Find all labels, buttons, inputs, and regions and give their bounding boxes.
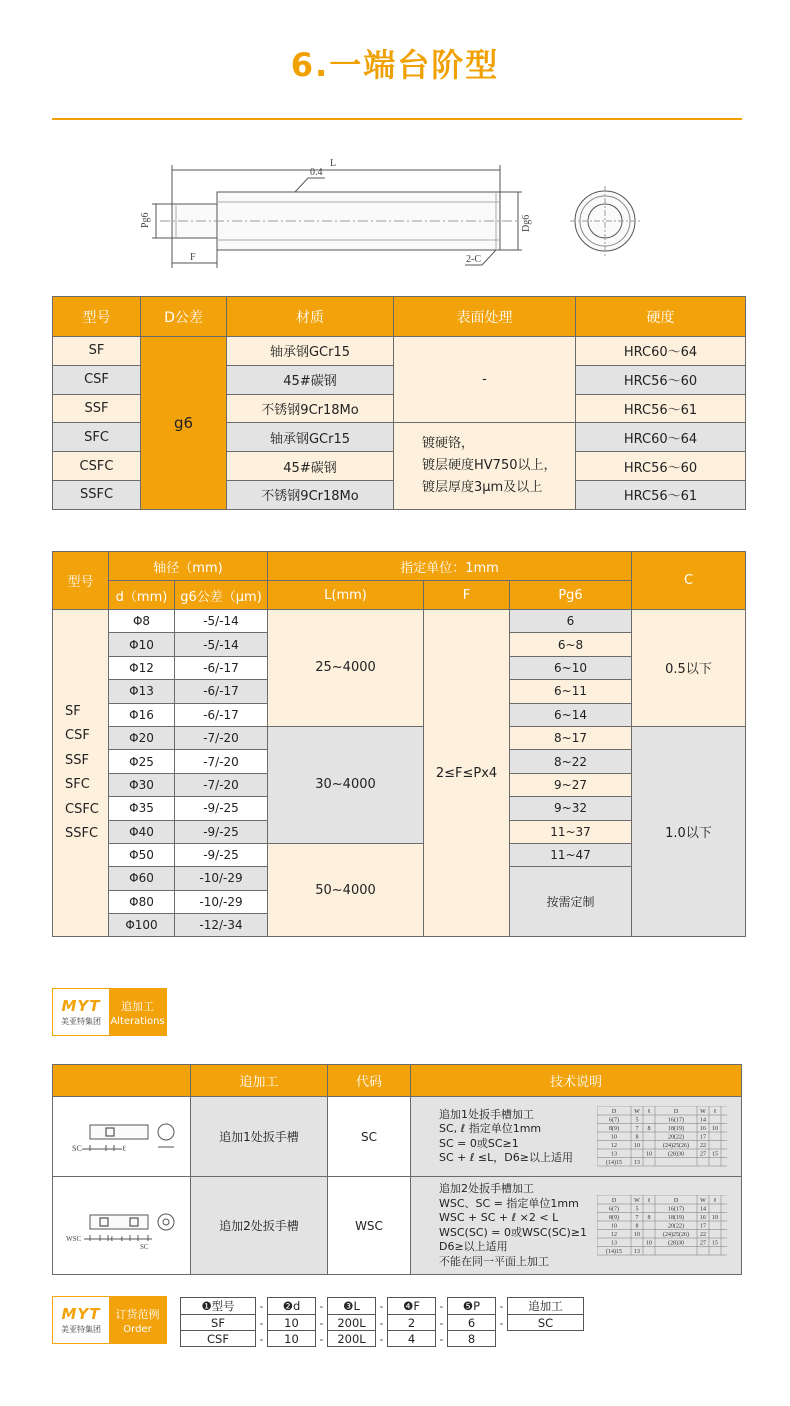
t2-f-range: 2≤F≤Px4 <box>424 610 510 937</box>
t3-spec-sc <box>411 1097 742 1177</box>
t1-surface-none: - <box>394 337 576 423</box>
mini-cell: 16(17) <box>668 1206 684 1212</box>
order-dash: - <box>499 1315 504 1330</box>
t2-d: Φ10 <box>109 633 175 656</box>
t2-d: Φ50 <box>109 843 175 866</box>
t2-pg6: 6~8 <box>510 633 632 656</box>
mini-cell: 6(7) <box>609 1117 619 1123</box>
order-dash: - <box>439 1315 444 1330</box>
mini-head: ℓ <box>647 1108 651 1115</box>
t2-tol: -6/-17 <box>175 680 268 703</box>
mini-cell: 10 <box>646 1240 652 1246</box>
t2-pg6: 11~37 <box>510 820 632 843</box>
mini-cell: 15 <box>712 1240 718 1246</box>
mini-head: D <box>673 1108 679 1115</box>
mini-cell: 10 <box>646 1151 652 1157</box>
t3-header-spec: 技术说明 <box>411 1065 742 1097</box>
t2-d: Φ30 <box>109 773 175 796</box>
t2-header-tol: g6公差（μm) <box>175 581 268 610</box>
t1-header-hardness: 硬度 <box>576 297 746 337</box>
order-cell: 10 <box>268 1315 316 1331</box>
t1-model: SF <box>53 337 141 366</box>
t2-model: CSFC <box>65 801 99 817</box>
t2-d: Φ80 <box>109 890 175 913</box>
plated-line: 镀层硬度HV750以上， <box>422 458 557 474</box>
order-logo <box>52 1296 167 1344</box>
t3-spec-wsc <box>411 1177 742 1275</box>
t2-d: Φ35 <box>109 797 175 820</box>
mini-cell: 16 <box>700 1125 706 1132</box>
spec-line: D6≥以上适用 <box>439 1240 508 1253</box>
mini-cell: 10 <box>611 1134 617 1140</box>
logo-cn: 追加工 <box>121 999 154 1013</box>
mini-cell: 13 <box>611 1240 617 1246</box>
t1-hardness: HRC56～60 <box>576 365 746 394</box>
mini-cell: 7 <box>635 1125 639 1132</box>
t2-tol: -10/-29 <box>175 890 268 913</box>
logo-en: Order <box>123 1323 152 1335</box>
t2-tol: -7/-20 <box>175 750 268 773</box>
order-cell: 200L <box>328 1315 376 1331</box>
t2-model: SSF <box>65 752 89 768</box>
t1-material: 轴承钢GCr15 <box>227 423 394 452</box>
t1-model: CSFC <box>53 452 141 481</box>
mini-cell: 8 <box>647 1125 651 1132</box>
dim-04-label: 0.4 <box>310 167 323 178</box>
order-cell: CSF <box>181 1331 256 1347</box>
dimension-table <box>52 551 746 937</box>
t2-pg6: 9~27 <box>510 773 632 796</box>
t2-d: Φ8 <box>109 610 175 633</box>
alterations-table <box>52 1064 742 1275</box>
mini-head: ℓ <box>713 1197 717 1204</box>
spec-line: WSC(SC) = 0或WSC(SC)≥1 <box>439 1225 587 1239</box>
t2-tol: -12/-34 <box>175 914 268 937</box>
mini-cell: 27 <box>700 1151 706 1157</box>
mini-cell: 5 <box>635 1206 639 1212</box>
order-header-p: ❺P <box>448 1298 496 1315</box>
order-dash: - <box>259 1315 264 1330</box>
pin-drawing <box>130 150 660 280</box>
t3-code: SC <box>328 1097 411 1177</box>
t2-header-model: 型号 <box>53 552 109 610</box>
t2-pg6: 6~11 <box>510 680 632 703</box>
t2-model: SF <box>65 703 81 719</box>
order-cell: 10 <box>268 1331 316 1347</box>
mini-cell: 10 <box>634 1231 640 1238</box>
mini-cell: 10 <box>712 1214 718 1221</box>
t2-pg6: 8~22 <box>510 750 632 773</box>
order-cell: 6 <box>448 1315 496 1331</box>
mini-cell: 18(19) <box>668 1125 684 1132</box>
mini-cell: (14)15 <box>606 1248 622 1255</box>
mini-head: W <box>700 1197 706 1204</box>
t1-model: SSFC <box>53 480 141 509</box>
t1-material: 轴承钢GCr15 <box>227 337 394 366</box>
t1-model: SSF <box>53 394 141 423</box>
t1-hardness: HRC60～64 <box>576 337 746 366</box>
mini-cell: 8(9) <box>609 1214 619 1221</box>
dim-L-label: L <box>330 158 337 169</box>
mini-cell: 27 <box>700 1240 706 1246</box>
order-example-table <box>180 1297 584 1347</box>
t2-d: Φ20 <box>109 726 175 749</box>
mini-cell: 22 <box>700 1142 706 1149</box>
t1-model: SFC <box>53 423 141 452</box>
mini-cell: 10 <box>611 1223 617 1229</box>
t2-pg6: 8~17 <box>510 726 632 749</box>
order-header-alteration: 追加工 <box>508 1298 584 1315</box>
order-dash: - <box>259 1331 264 1346</box>
t2-header-shaft: 轴径（mm) <box>109 552 268 581</box>
order-dash: - <box>499 1299 504 1313</box>
t2-d: Φ60 <box>109 867 175 890</box>
spec-line: 追加2处扳手槽加工 <box>439 1182 534 1195</box>
t1-header-surface: 表面处理 <box>394 297 576 337</box>
t2-header-f: F <box>424 581 510 610</box>
t2-tol: -9/-25 <box>175 820 268 843</box>
t2-pg6: 6 <box>510 610 632 633</box>
brand-mark: MYT <box>61 1305 101 1323</box>
spec-line: WSC、SC = 指定单位1mm <box>439 1196 579 1210</box>
t2-header-pg6: Pg6 <box>510 581 632 610</box>
t2-header-c: C <box>632 552 746 610</box>
order-dash: - <box>319 1299 324 1313</box>
sc-figure <box>62 1105 182 1165</box>
order-dash: - <box>379 1299 384 1313</box>
mini-head: W <box>634 1108 640 1115</box>
t1-hardness: HRC56～60 <box>576 452 746 481</box>
t2-tol: -5/-14 <box>175 610 268 633</box>
t1-hardness: HRC56～61 <box>576 480 746 509</box>
t2-l-group-2: 30~4000 <box>268 726 424 843</box>
dim-dg6-label: Dg6 <box>521 214 532 232</box>
order-dash: - <box>379 1315 384 1330</box>
mini-cell: 17 <box>700 1134 706 1140</box>
spec-line: SC, ℓ 指定单位1mm <box>439 1122 542 1135</box>
mini-cell: (24)25(26) <box>663 1231 689 1238</box>
order-header-model: ❶型号 <box>181 1298 256 1315</box>
mini-cell: 16(17) <box>668 1117 684 1123</box>
mini-cell: 6(7) <box>609 1206 619 1212</box>
logo-cn: 订货范例 <box>115 1307 160 1321</box>
order-cell: 200L <box>328 1331 376 1347</box>
plated-line: 镀层厚度3μm及以上 <box>422 480 543 496</box>
mini-cell: 13 <box>611 1151 617 1157</box>
dim-pg6-label: Pg6 <box>140 212 151 228</box>
mini-cell: 22 <box>700 1231 706 1238</box>
t2-d: Φ25 <box>109 750 175 773</box>
mini-cell: 20(22) <box>668 1223 684 1229</box>
spec-line: 追加1处扳手槽加工 <box>439 1107 534 1121</box>
t2-pg6: 6~10 <box>510 656 632 679</box>
mini-cell: 17 <box>700 1223 706 1229</box>
mini-cell: 18(19) <box>668 1214 684 1221</box>
wsc-fig-label: SC <box>139 1243 149 1251</box>
t1-hardness: HRC56～61 <box>576 394 746 423</box>
t1-tolerance: g6 <box>141 337 227 510</box>
order-header-l: ❸L <box>328 1298 376 1315</box>
t2-model: SSFC <box>65 826 99 842</box>
order-dash: - <box>259 1299 264 1313</box>
t3-header-code: 代码 <box>328 1065 411 1097</box>
mini-cell: 8 <box>635 1223 639 1229</box>
t3-figure-sc <box>53 1097 191 1177</box>
mini-head: D <box>611 1108 617 1115</box>
mini-cell: 14 <box>700 1117 706 1123</box>
mini-cell: (28)30 <box>668 1151 684 1157</box>
order-header-f: ❹F <box>388 1298 436 1315</box>
mini-head: D <box>673 1197 679 1204</box>
dim-2c-label: 2-C <box>466 254 481 265</box>
t2-l-group-3: 50~4000 <box>268 843 424 937</box>
t2-header-d: d（mm) <box>109 581 175 610</box>
mini-cell: 10 <box>712 1125 718 1132</box>
spec-line: SC + ℓ ≤L，D6≥以上适用 <box>439 1151 573 1164</box>
order-cell: 8 <box>448 1331 496 1347</box>
mini-cell: 20(22) <box>668 1134 684 1140</box>
t2-tol: -6/-17 <box>175 703 268 726</box>
order-cell: 2 <box>388 1315 436 1331</box>
order-header-d: ❷d <box>268 1298 316 1315</box>
order-dash: - <box>439 1331 444 1346</box>
wsc-fig-label: WSC <box>65 1235 81 1243</box>
mini-cell: 12 <box>611 1142 617 1149</box>
t2-model: CSF <box>65 728 90 744</box>
t2-tol: -7/-20 <box>175 726 268 749</box>
t2-c-group-2: 1.0以下 <box>632 726 746 937</box>
alterations-logo <box>52 988 167 1036</box>
mini-head: ℓ <box>713 1108 717 1115</box>
order-cell: 4 <box>388 1331 436 1347</box>
spec-line: 不能在同一平面上加工 <box>439 1254 549 1268</box>
t2-tol: -9/-25 <box>175 843 268 866</box>
t3-code: WSC <box>328 1177 411 1275</box>
t2-tol: -5/-14 <box>175 633 268 656</box>
t2-header-l: L(mm) <box>268 581 424 610</box>
page-title: 6.一端台阶型 <box>290 46 500 84</box>
wsc-fig-label: ℓ <box>119 1235 123 1243</box>
order-cell: SC <box>508 1315 584 1331</box>
mini-head: W <box>700 1108 706 1115</box>
t3-alteration: 追加1处扳手槽 <box>191 1097 328 1177</box>
t2-d: Φ16 <box>109 703 175 726</box>
spec-line: WSC + SC + ℓ ×2 < L <box>439 1211 559 1224</box>
mini-cell: (14)15 <box>606 1159 622 1166</box>
t1-material: 不锈钢9Cr18Mo <box>227 480 394 509</box>
t1-model: CSF <box>53 365 141 394</box>
t2-tol: -9/-25 <box>175 797 268 820</box>
t3-header-alteration: 追加工 <box>191 1065 328 1097</box>
mini-cell: (24)25(26) <box>663 1142 689 1149</box>
t2-tol: -10/-29 <box>175 867 268 890</box>
t1-hardness: HRC60～64 <box>576 423 746 452</box>
spec-line: SC = 0或SC≥1 <box>439 1136 519 1150</box>
t1-surface-plated <box>394 423 576 509</box>
t3-alteration: 追加2处扳手槽 <box>191 1177 328 1275</box>
t2-d: Φ100 <box>109 914 175 937</box>
order-dash: - <box>319 1331 324 1346</box>
order-cell: SF <box>181 1315 256 1331</box>
mini-cell: 13 <box>634 1248 640 1255</box>
t2-pg6-custom: 按需定制 <box>510 867 632 937</box>
material-table <box>52 296 746 510</box>
brand-group: 美亚特集团 <box>61 1017 101 1026</box>
t2-tol: -6/-17 <box>175 656 268 679</box>
logo-en: Alterations <box>110 1015 165 1027</box>
mini-cell: 16 <box>700 1214 706 1221</box>
mini-cell: 12 <box>611 1231 617 1238</box>
mini-cell: 13 <box>634 1159 640 1166</box>
brand-mark: MYT <box>61 997 101 1015</box>
mini-cell: 8(9) <box>609 1125 619 1132</box>
t1-header-material: 材质 <box>227 297 394 337</box>
mini-cell: 5 <box>635 1117 639 1123</box>
dim-F-label: F <box>190 252 196 263</box>
t2-pg6: 6~14 <box>510 703 632 726</box>
mini-cell: 8 <box>647 1214 651 1221</box>
t1-material: 45#碳钢 <box>227 452 394 481</box>
t1-header-tolerance: D公差 <box>141 297 227 337</box>
order-cell-empty <box>508 1331 584 1347</box>
order-dash: - <box>379 1331 384 1346</box>
mini-cell: 15 <box>712 1151 718 1157</box>
mini-head: ℓ <box>647 1197 651 1204</box>
t2-pg6: 11~47 <box>510 843 632 866</box>
mini-head: D <box>611 1197 617 1204</box>
sc-fig-label: ℓ <box>121 1144 126 1153</box>
order-dash: - <box>439 1299 444 1313</box>
t1-material: 不锈钢9Cr18Mo <box>227 394 394 423</box>
t2-model: SFC <box>65 777 90 793</box>
wsc-figure <box>62 1189 182 1259</box>
spec-mini-table <box>597 1195 727 1257</box>
mini-cell: 7 <box>635 1214 639 1221</box>
wsc-fig-label: ℓ <box>109 1235 113 1243</box>
t2-d: Φ40 <box>109 820 175 843</box>
t2-c-group-1: 0.5以下 <box>632 610 746 727</box>
brand-group: 美亚特集团 <box>61 1325 101 1334</box>
t3-header-figure <box>53 1065 191 1097</box>
t2-pg6: 9~32 <box>510 797 632 820</box>
t3-figure-wsc <box>53 1177 191 1275</box>
t2-d: Φ12 <box>109 656 175 679</box>
mini-cell: 14 <box>700 1206 706 1212</box>
t2-tol: -7/-20 <box>175 773 268 796</box>
plated-line: 镀硬铬， <box>422 436 475 452</box>
mini-cell: (28)30 <box>668 1240 684 1246</box>
t1-header-model: 型号 <box>53 297 141 337</box>
t2-l-group-1: 25~4000 <box>268 610 424 727</box>
t1-material: 45#碳钢 <box>227 365 394 394</box>
sc-fig-label: SC <box>71 1144 82 1153</box>
mini-cell: 8 <box>635 1134 639 1140</box>
title-underline <box>52 118 742 120</box>
mini-cell: 10 <box>634 1142 640 1149</box>
t2-header-unit: 指定单位：1mm <box>268 552 632 581</box>
t2-d: Φ13 <box>109 680 175 703</box>
spec-mini-table <box>597 1106 727 1168</box>
t2-models <box>53 610 109 937</box>
mini-head: W <box>634 1197 640 1204</box>
order-dash: - <box>319 1315 324 1330</box>
